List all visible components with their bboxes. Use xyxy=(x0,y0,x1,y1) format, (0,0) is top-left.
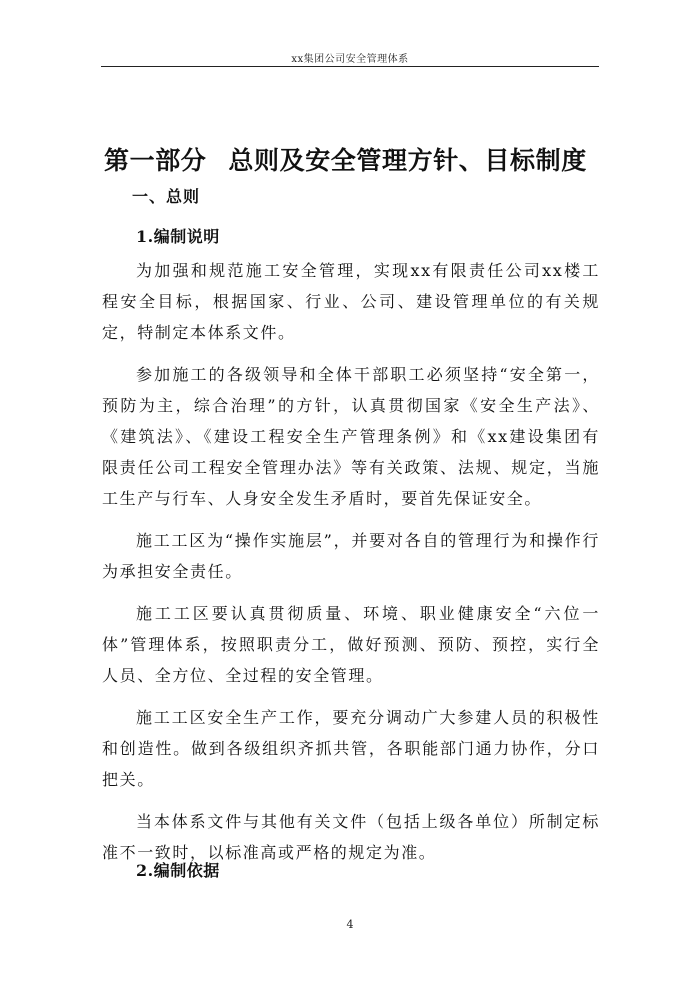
subsection-heading-1: 1.编制说明 xyxy=(136,227,220,246)
subsection-heading-2: 2.编制依据 xyxy=(136,861,220,880)
paragraph-5: 施工工区安全生产工作，要充分调动广大参建人员的积极性和创造性。做到各级组织齐抓共管，各职能部门通力协作，分口把关。 xyxy=(102,708,600,789)
header-divider xyxy=(101,66,599,67)
paragraph-2: 参加施工的各级领导和全体干部职工必须坚持“安全第一，预防为主，综合治理”的方针，认真贯彻国家《安全生产法》、《建筑法》、《建设工程安全生产管理条例》和《xx建设集团有限责任公司工程安全管理办法》等有关政策、法规、规定，当施工生产与行车、人身安全发生矛盾时，要首先保证安全。 xyxy=(102,365,600,508)
paragraph-6: 当本体系文件与其他有关文件（包括上级各单位）所制定标准不一致时，以标准高或严格的规定为准。 xyxy=(102,812,600,862)
paragraph-4: 施工工区要认真贯彻质量、环境、职业健康安全“六位一体”管理体系，按照职责分工，做好预测、预防、预控，实行全人员、全方位、全过程的安全管理。 xyxy=(102,604,600,685)
body-text xyxy=(102,255,600,879)
title-part-label: 第一部分 xyxy=(104,146,207,175)
running-header: xx集团公司安全管理体系 xyxy=(291,54,409,65)
section-heading: 一、总则 xyxy=(132,187,201,206)
page-number: 4 xyxy=(346,918,354,931)
document-title xyxy=(104,141,604,177)
title-main-text: 总则及安全管理方针、目标制度 xyxy=(228,146,587,175)
paragraph-3: 施工工区为“操作实施层”，并要对各自的管理行为和操作行为承担安全责任。 xyxy=(102,531,600,581)
paragraph-1: 为加强和规范施工安全管理，实现xx有限责任公司xx楼工程安全目标，根据国家、行业、公司、建设管理单位的有关规定，特制定本体系文件。 xyxy=(102,261,600,342)
